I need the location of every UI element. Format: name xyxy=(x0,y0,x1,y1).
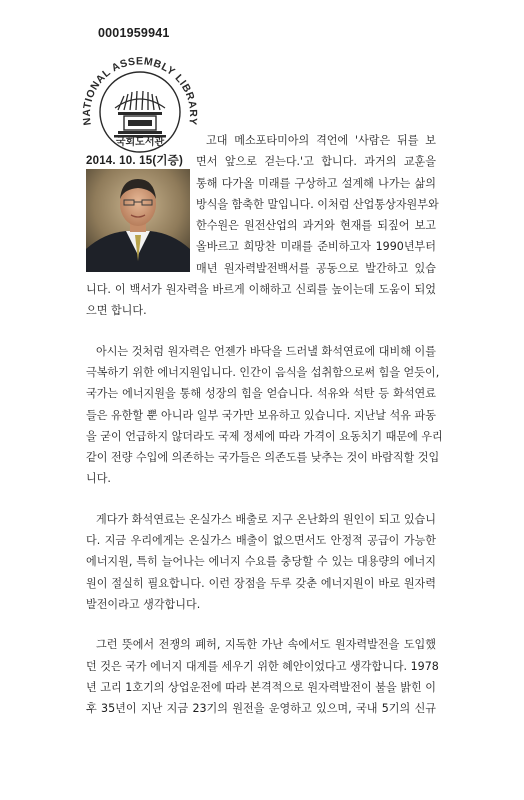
stamp-date: 2014. 10. 15(기증) xyxy=(86,155,184,167)
stamp-id-number: 0001959941 xyxy=(98,26,170,40)
text-line: 후 35년이 지난 지금 23기의 원전을 운영하고 있으며, 국내 5기의 신규 xyxy=(86,702,436,716)
body-text xyxy=(86,130,443,738)
text-line: 년 고리 1호기의 상업운전에 따라 본격적으로 원자력발전이 불을 밝힌 이 xyxy=(86,680,436,694)
text-line: 게다가 화석연료는 온실가스 배출로 지구 온난화의 원인이 되고 있습니 xyxy=(96,512,436,526)
text-line: 들은 유한할 뿐 아니라 일부 국가만 보유하고 있습니다. 지난날 석유 파동 xyxy=(86,408,436,422)
text-line: 올바르고 희망찬 미래를 준비하고자 1990년부터 xyxy=(196,240,436,254)
text-line: 방식을 함축한 말입니다. 이처럼 산업통상자원부와 xyxy=(196,197,439,211)
text-line: 그런 뜻에서 전쟁의 폐허, 지독한 가난 속에서도 원자력발전을 도입했 xyxy=(96,638,436,652)
paragraph xyxy=(86,509,436,615)
stamp-arc-text: NATIONAL ASSEMBLY LIBRARY xyxy=(80,55,200,126)
paragraph xyxy=(86,634,439,719)
stamp-korean-name: 국회도서관 xyxy=(115,137,165,148)
text-line: 발전이라고 생각합니다. xyxy=(86,597,201,611)
text-line: 니다. xyxy=(86,472,111,486)
text-line: 한수원은 원전산업의 과거와 현재를 되짚어 보고 xyxy=(196,219,436,233)
text-line: 던 것은 국가 에너지 대계를 세우기 위한 혜안이었다고 생각합니다. 1978 xyxy=(86,659,439,673)
paragraph xyxy=(86,341,443,490)
text-line: 고대 메소포타미아의 격언에 '사람은 뒤를 보 xyxy=(206,134,436,147)
text-line: 국가는 에너지원을 통해 성장의 힘을 얻습니다. 석유와 석탄 등 화석연료 xyxy=(86,387,436,401)
paragraph xyxy=(86,130,439,322)
text-line: 에너지원, 특히 늘어나는 에너지 수요를 충당할 수 있는 대용량의 에너지 xyxy=(86,555,436,569)
text-line: 면서 앞으로 걷는다.'고 합니다. 과거의 교훈을 xyxy=(196,155,436,169)
text-line: 통해 다가올 미래를 구상하고 설계해 나가는 삶의 xyxy=(196,176,436,190)
text-line: 같이 전량 수입에 의존하는 국가들은 의존도를 낮추는 것이 바람직할 것입 xyxy=(86,451,440,465)
text-line: 니다. 이 백서가 원자력을 바르게 이해하고 신뢰를 높이는데 도움이 되었 xyxy=(86,283,436,297)
text-line: 극복하기 위한 에너지원입니다. 인간이 음식을 섭취함으로써 힘을 얻듯이, xyxy=(86,365,440,379)
text-line: 아시는 것처럼 원자력은 언젠가 바닥을 드러낼 화석연료에 대비해 이를 xyxy=(96,344,436,358)
text-line: 으면 합니다. xyxy=(86,304,147,318)
text-line: 매년 원자력발전백서를 공동으로 발간하고 있습 xyxy=(196,261,436,275)
text-line: 을 굳이 언급하지 않더라도 국제 정세에 따라 가격이 요동치기 때문에 우리 xyxy=(86,429,443,443)
text-line: 원이 절실히 필요합니다. 이런 장점을 두루 갖춘 에너지원이 바로 원자력 xyxy=(86,576,436,590)
text-line: 다. 지금 우리에게는 온실가스 배출이 없으면서도 안정적 공급이 가능한 xyxy=(86,534,436,548)
